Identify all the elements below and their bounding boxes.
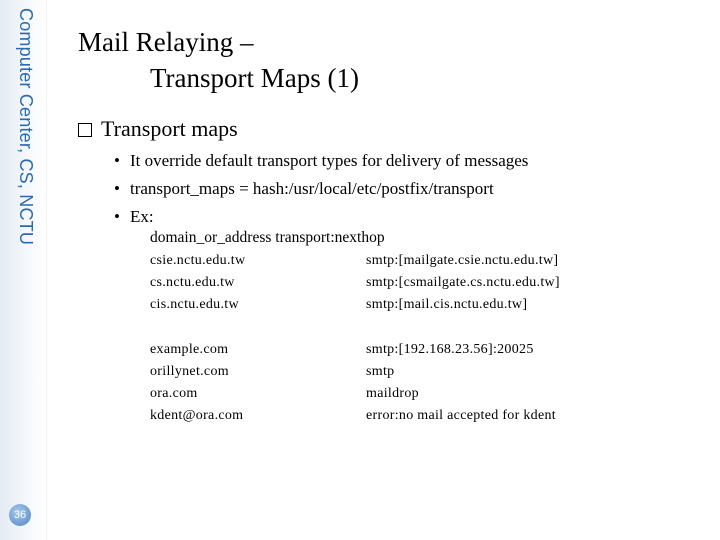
- main-bullet: [78, 116, 238, 142]
- transport-cell: smtp: [366, 364, 395, 379]
- sub-bullet: [114, 147, 528, 175]
- sub-bullet: [114, 175, 528, 203]
- sub-bullet-text: It override default transport types for delivery of messages: [130, 151, 529, 170]
- table-header-text: domain_or_address transport:nexthop: [150, 229, 385, 246]
- title-line-2: Transport Maps (1): [150, 63, 359, 93]
- bullet-dot-icon: •: [114, 207, 120, 226]
- title-line-1: Mail Relaying –: [78, 27, 254, 57]
- transport-cell: smtp:[192.168.23.56]:20025: [366, 342, 534, 357]
- transport-cell: smtp:[mail.cis.nctu.edu.tw]: [366, 297, 528, 312]
- bullet-dot-icon: •: [114, 179, 120, 198]
- bullet-dot-icon: •: [114, 151, 120, 170]
- slide-title: [78, 24, 359, 96]
- domain-cell: orillynet.com: [150, 364, 229, 379]
- main-bullet-text: Transport maps: [101, 116, 238, 141]
- sidebar-label: Computer Center, CS, NCTU: [16, 8, 36, 246]
- domain-cell: cs.nctu.edu.tw: [150, 275, 235, 290]
- sub-bullet-text: transport_maps = hash:/usr/local/etc/postfix/transport: [130, 179, 494, 198]
- table-header: [150, 229, 385, 247]
- sub-bullet-text: Ex:: [130, 207, 154, 226]
- domain-cell: cis.nctu.edu.tw: [150, 297, 239, 312]
- transport-cell: error:no mail accepted for kdent: [366, 408, 556, 423]
- domain-cell: example.com: [150, 342, 229, 357]
- transport-cell: maildrop: [366, 386, 419, 401]
- transport-cell: smtp:[csmailgate.cs.nctu.edu.tw]: [366, 275, 560, 290]
- domain-cell: ora.com: [150, 386, 198, 401]
- domain-cell: kdent@ora.com: [150, 408, 244, 423]
- sub-bullet: [114, 203, 528, 231]
- page-number-badge: 36: [9, 504, 31, 526]
- transport-cell: smtp:[mailgate.csie.nctu.edu.tw]: [366, 253, 559, 268]
- sub-bullet-list: [114, 147, 528, 231]
- sidebar-divider: [46, 0, 47, 540]
- square-bullet-icon: [78, 123, 92, 137]
- domain-cell: csie.nctu.edu.tw: [150, 253, 246, 268]
